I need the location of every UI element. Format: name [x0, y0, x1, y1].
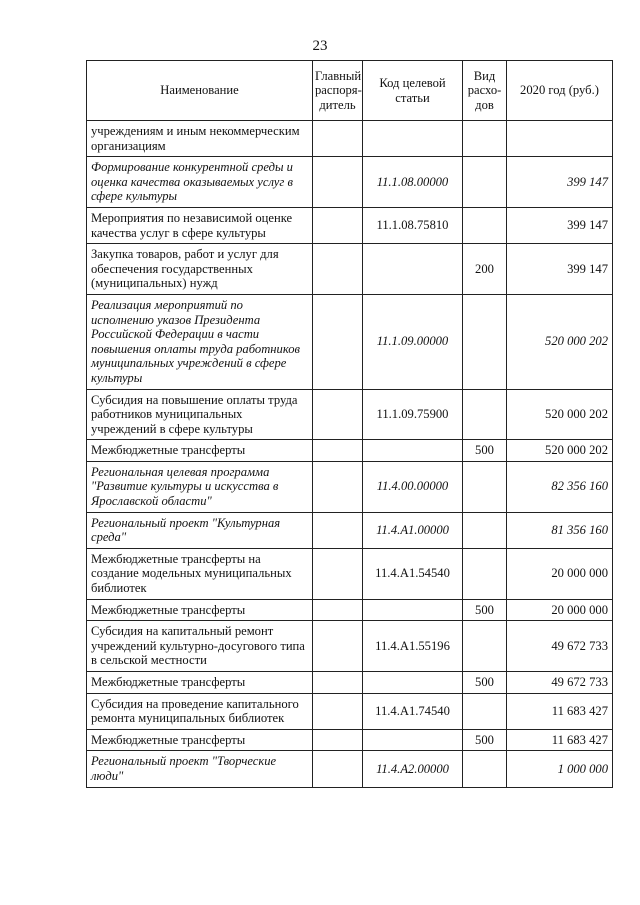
- cell-kind: [463, 121, 507, 157]
- header-main-manager: Главный распоря-дитель: [313, 61, 363, 121]
- cell-main: [313, 294, 363, 389]
- cell-main: [313, 512, 363, 548]
- cell-code: [363, 244, 463, 295]
- cell-main: [313, 121, 363, 157]
- cell-name: Региональный проект "Творческие люди": [87, 751, 313, 787]
- cell-main: [313, 440, 363, 462]
- cell-amount: 20 000 000: [507, 548, 613, 599]
- table-row: [87, 440, 613, 462]
- cell-kind: 200: [463, 244, 507, 295]
- cell-kind: 500: [463, 672, 507, 694]
- table-row: [87, 751, 613, 787]
- cell-main: [313, 548, 363, 599]
- table-row: [87, 461, 613, 512]
- table-row: [87, 729, 613, 751]
- cell-code: 11.4.A1.74540: [363, 693, 463, 729]
- cell-name: учреждениям и иным некоммерческим организациям: [87, 121, 313, 157]
- cell-name: Субсидия на капитальный ремонт учреждений культурно-досугового типа в сельской местности: [87, 621, 313, 672]
- cell-code: 11.4.A1.55196: [363, 621, 463, 672]
- cell-code: 11.1.09.75900: [363, 389, 463, 440]
- cell-name: Межбюджетные трансферты: [87, 729, 313, 751]
- cell-main: [313, 389, 363, 440]
- table-row: [87, 294, 613, 389]
- cell-name: Региональный проект "Культурная среда": [87, 512, 313, 548]
- cell-kind: 500: [463, 729, 507, 751]
- table-row: [87, 621, 613, 672]
- cell-kind: [463, 389, 507, 440]
- cell-main: [313, 751, 363, 787]
- cell-main: [313, 729, 363, 751]
- table-row: [87, 672, 613, 694]
- cell-code: [363, 729, 463, 751]
- table-header-row: [87, 61, 613, 121]
- cell-kind: [463, 751, 507, 787]
- cell-main: [313, 461, 363, 512]
- header-amount: 2020 год (руб.): [507, 61, 613, 121]
- cell-amount: 399 147: [507, 244, 613, 295]
- cell-amount: 82 356 160: [507, 461, 613, 512]
- cell-name: Региональная целевая программа "Развитие культуры и искусства в Ярославской области": [87, 461, 313, 512]
- cell-code: 11.4.A1.54540: [363, 548, 463, 599]
- cell-main: [313, 693, 363, 729]
- cell-amount: 49 672 733: [507, 672, 613, 694]
- cell-name: Реализация мероприятий по исполнению указов Президента Российской Федерации в части повышения оплаты труда работников муниципальных учреждений в сфере культуры: [87, 294, 313, 389]
- cell-main: [313, 157, 363, 208]
- cell-name: Межбюджетные трансферты: [87, 599, 313, 621]
- cell-code: 11.1.09.00000: [363, 294, 463, 389]
- cell-main: [313, 244, 363, 295]
- cell-name: Межбюджетные трансферты: [87, 672, 313, 694]
- cell-kind: [463, 548, 507, 599]
- table-row: [87, 157, 613, 208]
- table-row: [87, 599, 613, 621]
- cell-amount: 520 000 202: [507, 389, 613, 440]
- cell-kind: [463, 693, 507, 729]
- cell-code: [363, 599, 463, 621]
- cell-amount: 1 000 000: [507, 751, 613, 787]
- cell-code: [363, 672, 463, 694]
- cell-name: Межбюджетные трансферты: [87, 440, 313, 462]
- cell-name: Субсидия на проведение капитального ремонта муниципальных библиотек: [87, 693, 313, 729]
- cell-amount: 11 683 427: [507, 729, 613, 751]
- cell-kind: [463, 621, 507, 672]
- cell-amount: [507, 121, 613, 157]
- cell-code: [363, 440, 463, 462]
- cell-code: 11.1.08.00000: [363, 157, 463, 208]
- cell-code: 11.4.A1.00000: [363, 512, 463, 548]
- cell-main: [313, 599, 363, 621]
- table-row: [87, 244, 613, 295]
- header-expense-type: Вид расхо-дов: [463, 61, 507, 121]
- budget-table: [86, 60, 613, 788]
- cell-name: Межбюджетные трансферты на создание модельных муниципальных библиотек: [87, 548, 313, 599]
- cell-kind: [463, 461, 507, 512]
- cell-amount: 520 000 202: [507, 440, 613, 462]
- cell-kind: 500: [463, 599, 507, 621]
- cell-amount: 81 356 160: [507, 512, 613, 548]
- cell-code: 11.4.00.00000: [363, 461, 463, 512]
- table-row: [87, 512, 613, 548]
- cell-amount: 49 672 733: [507, 621, 613, 672]
- cell-kind: [463, 294, 507, 389]
- table-row: [87, 207, 613, 243]
- cell-kind: 500: [463, 440, 507, 462]
- table-row: [87, 548, 613, 599]
- cell-main: [313, 672, 363, 694]
- table-row: [87, 121, 613, 157]
- cell-amount: 399 147: [507, 207, 613, 243]
- cell-amount: 11 683 427: [507, 693, 613, 729]
- cell-main: [313, 207, 363, 243]
- header-name: Наименование: [87, 61, 313, 121]
- table-row: [87, 389, 613, 440]
- cell-code: 11.4.A2.00000: [363, 751, 463, 787]
- cell-amount: 520 000 202: [507, 294, 613, 389]
- page-number: 23: [312, 38, 328, 54]
- cell-kind: [463, 512, 507, 548]
- cell-kind: [463, 207, 507, 243]
- cell-kind: [463, 157, 507, 208]
- cell-amount: 20 000 000: [507, 599, 613, 621]
- cell-name: Закупка товаров, работ и услуг для обеспечения государственных (муниципальных) нужд: [87, 244, 313, 295]
- cell-amount: 399 147: [507, 157, 613, 208]
- table-row: [87, 693, 613, 729]
- header-target-code: Код целевой статьи: [363, 61, 463, 121]
- cell-main: [313, 621, 363, 672]
- cell-name: Мероприятия по независимой оценке качества услуг в сфере культуры: [87, 207, 313, 243]
- cell-name: Субсидия на повышение оплаты труда работников муниципальных учреждений в сфере культуры: [87, 389, 313, 440]
- cell-name: Формирование конкурентной среды и оценка качества оказываемых услуг в сфере культуры: [87, 157, 313, 208]
- cell-code: [363, 121, 463, 157]
- cell-code: 11.1.08.75810: [363, 207, 463, 243]
